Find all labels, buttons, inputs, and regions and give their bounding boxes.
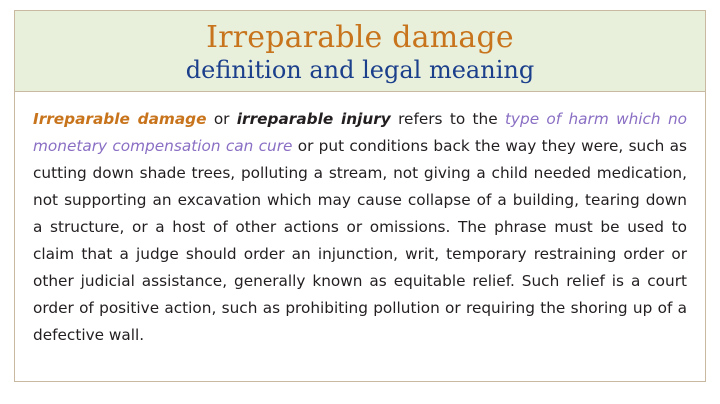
definition-rest: or put conditions back the way they were, such as cutting down shade trees, polluting a stream, not giving a child needed medication, not supporting an excavation which may cause collapse of a building, tearing down a structure, or a host of other actions or omissions. The phrase must be used to claim that a judge should order an injunction, writ, temporary restraining order or other judicial assistance, generally known as equitable relief. Such relief is a court order of positive action, such as prohibiting pollution or requiring the shoring up of a defective wall. — [33, 137, 687, 344]
connector-or: or — [206, 110, 237, 128]
card-header — [15, 11, 705, 92]
definition-card — [14, 10, 706, 382]
highlighted-phrase: type of harm which no monetary compensation can cure — [33, 110, 687, 155]
definition-body — [15, 92, 705, 349]
primary-term: Irreparable damage — [33, 110, 207, 128]
page-subtitle: definition and legal meaning — [185, 56, 535, 84]
page-title: Irreparable damage — [206, 20, 514, 55]
lead-in-text: refers to the — [390, 110, 505, 128]
secondary-term: irreparable injury — [236, 110, 391, 128]
